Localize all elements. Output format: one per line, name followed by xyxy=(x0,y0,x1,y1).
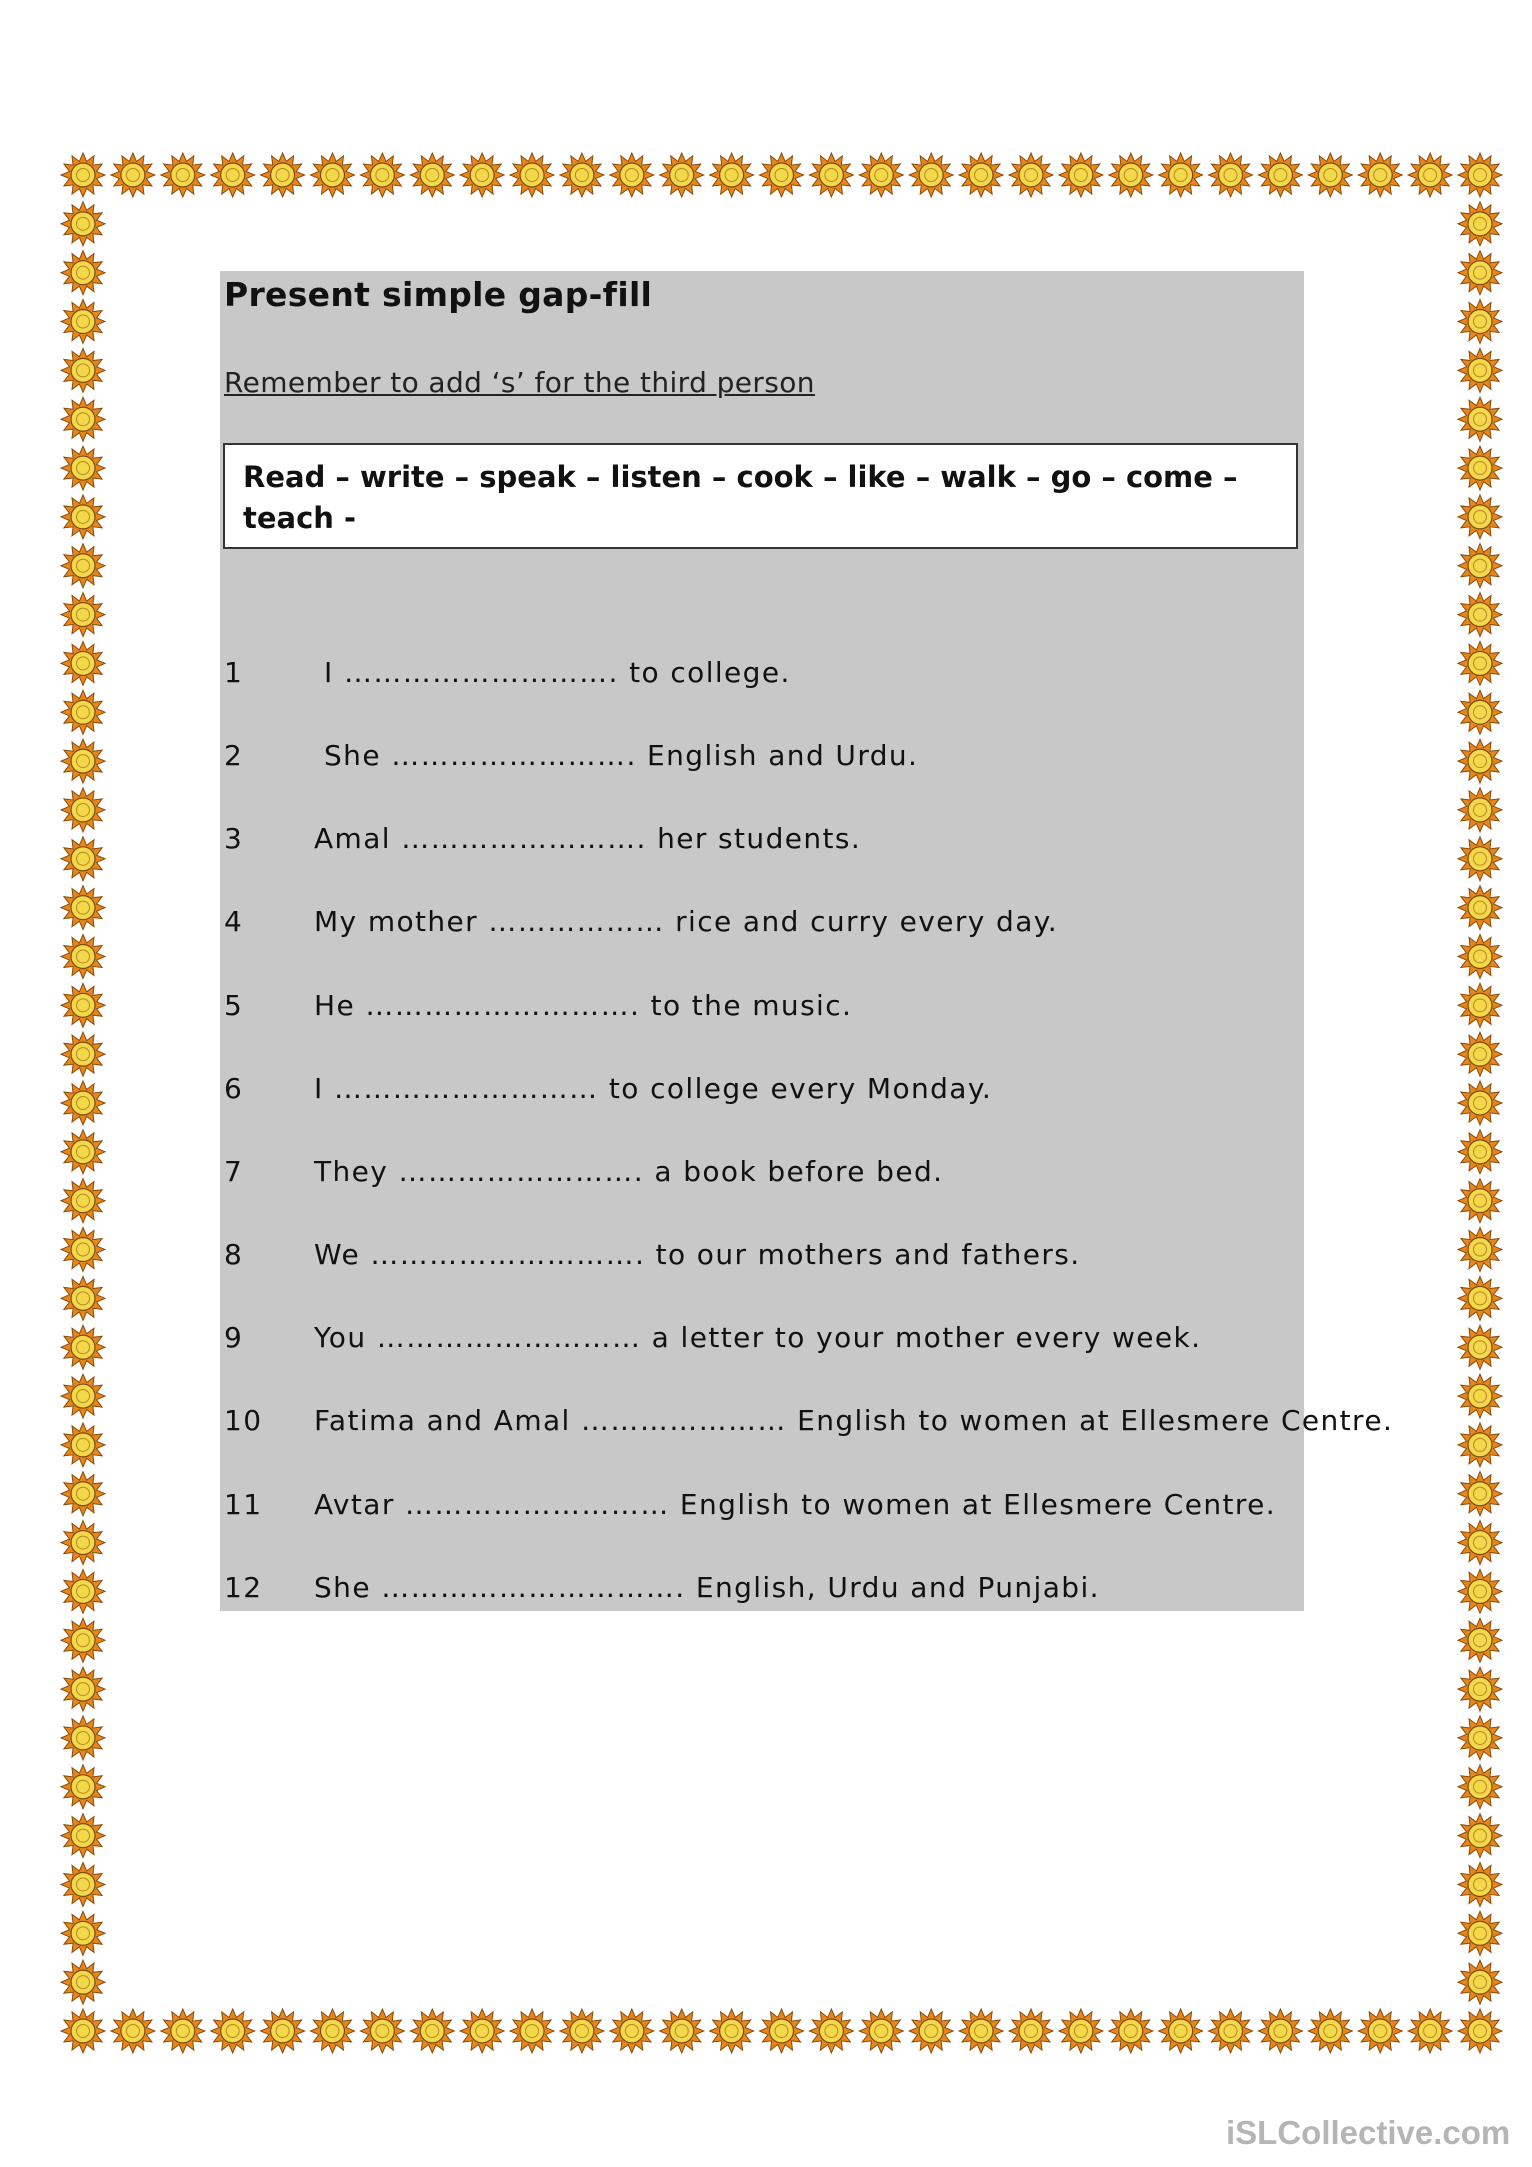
sun-icon xyxy=(1458,593,1502,637)
item-sentence: I ………………………. to college. xyxy=(324,656,791,689)
sun-icon xyxy=(111,153,155,197)
sun-icon xyxy=(61,1960,105,2004)
sun-icon xyxy=(161,153,205,197)
sun-icon xyxy=(809,2009,853,2053)
item-sentence: My mother ……………… rice and curry every day. xyxy=(314,905,1059,938)
sun-icon xyxy=(560,2009,604,2053)
sun-icon xyxy=(1458,1863,1502,1907)
sun-icon xyxy=(1458,1521,1502,1565)
sun-icon xyxy=(1458,251,1502,295)
sun-icon xyxy=(61,983,105,1027)
sun-icon xyxy=(1458,1716,1502,1760)
sun-icon xyxy=(61,935,105,979)
sun-icon xyxy=(1458,788,1502,832)
sun-icon xyxy=(1408,153,1452,197)
sun-icon xyxy=(311,2009,355,2053)
item-sentence: He ………………………. to the music. xyxy=(314,989,853,1022)
sun-icon xyxy=(460,153,504,197)
sun-icon xyxy=(61,202,105,246)
sun-icon xyxy=(61,1276,105,1320)
sun-icon xyxy=(1458,300,1502,344)
item-number: 4 xyxy=(224,905,244,938)
sun-icon xyxy=(1059,153,1103,197)
sun-icon xyxy=(61,1081,105,1125)
sun-icon xyxy=(1159,153,1203,197)
sun-icon xyxy=(909,2009,953,2053)
sun-icon xyxy=(1458,397,1502,441)
sun-icon xyxy=(61,251,105,295)
watermark: iSLCollective.com xyxy=(1226,2114,1511,2151)
sun-icon xyxy=(360,153,404,197)
sun-icon xyxy=(61,495,105,539)
sun-icon xyxy=(610,2009,654,2053)
sun-icon xyxy=(1458,446,1502,490)
sun-icon xyxy=(1458,2009,1502,2053)
sun-icon xyxy=(61,788,105,832)
sun-icon xyxy=(1458,1814,1502,1858)
sun-icon xyxy=(760,2009,804,2053)
sun-icon xyxy=(61,1423,105,1467)
sun-icon xyxy=(560,153,604,197)
sun-icon xyxy=(61,837,105,881)
sun-icon xyxy=(1458,1765,1502,1809)
sun-icon xyxy=(610,153,654,197)
sun-icon xyxy=(859,153,903,197)
sun-icon xyxy=(61,1032,105,1076)
sun-icon xyxy=(660,153,704,197)
sun-icon xyxy=(1458,1130,1502,1174)
sun-icon xyxy=(61,153,105,197)
item-number: 1 xyxy=(224,656,244,689)
sun-icon xyxy=(1009,153,1053,197)
sun-icon xyxy=(1308,2009,1352,2053)
sun-icon xyxy=(61,1521,105,1565)
sun-icon xyxy=(1458,1569,1502,1613)
sun-icon xyxy=(1458,837,1502,881)
sun-icon xyxy=(61,1716,105,1760)
sun-icon xyxy=(61,1374,105,1418)
sun-icon xyxy=(1159,2009,1203,2053)
sun-icon xyxy=(261,2009,305,2053)
sun-icon xyxy=(1109,2009,1153,2053)
sun-icon xyxy=(61,1130,105,1174)
sun-icon xyxy=(1458,935,1502,979)
sun-icon xyxy=(61,690,105,734)
sun-icon xyxy=(61,1863,105,1907)
sun-icon xyxy=(61,1569,105,1613)
sun-icon xyxy=(1458,1618,1502,1662)
sun-icon xyxy=(61,397,105,441)
item-sentence: You ……………………… a letter to your mother every week. xyxy=(314,1321,1202,1354)
instruction: Remember to add ‘s’ for the third person xyxy=(224,366,815,399)
sun-icon xyxy=(1458,641,1502,685)
sun-icon xyxy=(1458,202,1502,246)
sun-icon xyxy=(1458,348,1502,392)
sun-icon xyxy=(1358,2009,1402,2053)
sun-icon xyxy=(1458,886,1502,930)
sun-icon xyxy=(710,2009,754,2053)
sun-icon xyxy=(211,2009,255,2053)
sun-icon xyxy=(1458,1032,1502,1076)
sun-icon xyxy=(1209,153,1253,197)
sun-icon xyxy=(1458,1911,1502,1955)
item-sentence: We ………………………. to our mothers and fathers. xyxy=(314,1238,1081,1271)
sun-icon xyxy=(1458,1667,1502,1711)
sun-icon xyxy=(1458,1960,1502,2004)
sun-icon xyxy=(1458,544,1502,588)
sun-icon xyxy=(61,1667,105,1711)
sun-icon xyxy=(1458,153,1502,197)
sun-icon xyxy=(1458,1374,1502,1418)
sun-icon xyxy=(410,2009,454,2053)
sun-icon xyxy=(61,1911,105,1955)
sun-icon xyxy=(959,2009,1003,2053)
sun-icon xyxy=(61,300,105,344)
sun-icon xyxy=(809,153,853,197)
sun-icon xyxy=(1408,2009,1452,2053)
sun-icon xyxy=(510,153,554,197)
sun-icon xyxy=(61,1472,105,1516)
item-number: 7 xyxy=(224,1155,244,1188)
item-number: 12 xyxy=(224,1571,263,1604)
sun-icon xyxy=(360,2009,404,2053)
item-sentence: Amal ……………………. her students. xyxy=(314,822,862,855)
sun-icon xyxy=(760,153,804,197)
item-number: 6 xyxy=(224,1072,244,1105)
sun-icon xyxy=(1458,739,1502,783)
sun-icon xyxy=(1458,1423,1502,1467)
sun-icon xyxy=(510,2009,554,2053)
item-number: 2 xyxy=(224,739,244,772)
sun-icon xyxy=(1458,1276,1502,1320)
item-number: 3 xyxy=(224,822,244,855)
sun-icon xyxy=(1458,495,1502,539)
item-number: 5 xyxy=(224,989,244,1022)
sun-icon xyxy=(61,1179,105,1223)
item-number: 8 xyxy=(224,1238,244,1271)
item-sentence: She …………………………. English, Urdu and Punjabi. xyxy=(314,1571,1100,1604)
sun-icon xyxy=(161,2009,205,2053)
item-sentence: They ……………………. a book before bed. xyxy=(314,1155,944,1188)
sun-icon xyxy=(61,641,105,685)
sun-icon xyxy=(410,153,454,197)
sun-icon xyxy=(261,153,305,197)
sun-icon xyxy=(61,1228,105,1272)
sun-icon xyxy=(1358,153,1402,197)
sun-icon xyxy=(311,153,355,197)
sun-icon xyxy=(61,1325,105,1369)
sun-icon xyxy=(61,348,105,392)
sun-icon xyxy=(1458,1325,1502,1369)
sun-icon xyxy=(61,1618,105,1662)
sun-icon xyxy=(1258,153,1302,197)
item-sentence: Fatima and Amal ………………… English to women at Ellesmere Centre. xyxy=(314,1404,1394,1437)
sun-icon xyxy=(1458,690,1502,734)
sun-icon xyxy=(1458,1228,1502,1272)
sun-icon xyxy=(111,2009,155,2053)
sun-icon xyxy=(61,1765,105,1809)
sun-icon xyxy=(959,153,1003,197)
sun-icon xyxy=(61,2009,105,2053)
sun-icon xyxy=(61,886,105,930)
sun-icon xyxy=(859,2009,903,2053)
sun-icon xyxy=(460,2009,504,2053)
sun-icon xyxy=(660,2009,704,2053)
sun-icon xyxy=(211,153,255,197)
word-bank: Read – write – speak – listen – cook – like – walk – go – come – teach - xyxy=(223,443,1298,549)
sun-icon xyxy=(1109,153,1153,197)
sun-icon xyxy=(909,153,953,197)
sun-icon xyxy=(61,1814,105,1858)
sun-icon xyxy=(1209,2009,1253,2053)
sun-icon xyxy=(61,739,105,783)
item-sentence: Avtar ……………………… English to women at Ellesmere Centre. xyxy=(314,1488,1277,1521)
sun-icon xyxy=(710,153,754,197)
item-sentence: I ……………………… to college every Monday. xyxy=(314,1072,993,1105)
item-number: 10 xyxy=(224,1404,263,1437)
item-sentence: She ……………………. English and Urdu. xyxy=(324,739,919,772)
item-number: 11 xyxy=(224,1488,263,1521)
sun-icon xyxy=(1458,983,1502,1027)
sun-icon xyxy=(61,593,105,637)
sun-icon xyxy=(61,544,105,588)
sun-icon xyxy=(61,446,105,490)
sun-icon xyxy=(1009,2009,1053,2053)
sun-icon xyxy=(1308,153,1352,197)
sun-icon xyxy=(1458,1179,1502,1223)
sun-icon xyxy=(1059,2009,1103,2053)
item-number: 9 xyxy=(224,1321,244,1354)
sun-icon xyxy=(1458,1081,1502,1125)
worksheet-title: Present simple gap-fill xyxy=(224,275,653,314)
sun-icon xyxy=(1258,2009,1302,2053)
sun-icon xyxy=(1458,1472,1502,1516)
